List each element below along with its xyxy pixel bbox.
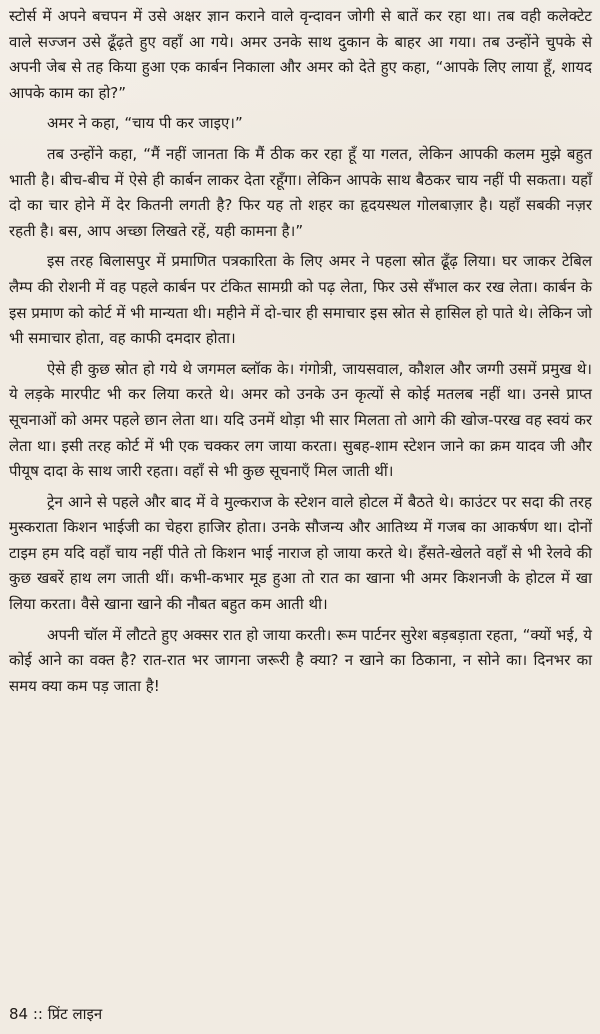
paragraph-1: स्टोर्स में अपने बचपन में उसे अक्षर ज्ञान कराने वाले वृन्दावन जोगी से बातें कर रहा था। तब वही कलेक्टेट वाले सज्जन उसे ढूँढ़ते हुए वहाँ आ गये। अमर उनके साथ दुकान के बाहर आ गया। तब उन्होंने चुपके से अपनी जेब से तह किया हुआ एक कार्बन निकाला और अमर को देते हुए कहा, “आपके लिए लाया हूँ, शायद आपके काम का हो?” — [9, 7, 592, 102]
page-footer: 84 :: प्रिंट लाइन — [9, 1005, 103, 1023]
paragraph-6: ट्रेन आने से पहले और बाद में वे मुल्कराज के स्टेशन वाले होटल में बैठते थे। काउंटर पर सदा की तरह मुस्कराता किशन भाईजी का चेहरा हाजिर होता। उनके सौजन्य और आतिथ्य में गजब का आकर्षण था। दोनों टाइम हम यदि वहाँ चाय नहीं पीते तो किशन भाई नाराज हो जाया करते थे। हँसते-खेलते वहाँ से भी रेलवे की कुछ खबरें हाथ लग जाती थीं। कभी-कभार मूड हुआ तो रात का खाना भी अमर किशनजी के होटल में खा लिया करता। वैसे खाना खाने की नौबत बहुत कम आती थी। — [9, 492, 592, 614]
paragraph-5: ऐसे ही कुछ स्रोत हो गये थे जगमल ब्लॉक के। गंगोत्री, जायसवाल, कौशल और जग्गी उसमें प्रमुख थे। ये लड़के मारपीट भी कर लिया करते थे। अमर को उनके उन कृत्यों से कोई मतलब नहीं था। उनसे प्राप्त सूचनाओं को अमर पहले छान लेता था। यदि उनमें थोड़ा भी सार मिलता तो आगे की खोज-परख वह स्वयं कर लेता था। इसी तरह कोर्ट में भी एक चक्कर लग जाया करता। सुबह-शाम स्टेशन जाने का क्रम यादव जी और पीयूष दादा के साथ जारी रहता। वहाँ से भी कुछ सूचनाएँ मिल जाती थीं। — [9, 359, 592, 481]
paragraph-4: इस तरह बिलासपुर में प्रमाणित पत्रकारिता के लिए अमर ने पहला स्रोत ढूँढ़ लिया। घर जाकर टेबिल लैम्प की रोशनी में वह पहले कार्बन पर टंकित सामग्री को पढ़ लेता, फिर उसे सँभाल कर रख लेता। कार्बन के इस प्रमाण को कोर्ट में भी मान्यता थी। महीने में दो-चार ही समाचार इस स्रोत से हासिल हो पाते थे। लेकिन जो भी समाचार होता, वह काफी दमदार होता। — [9, 252, 592, 348]
paragraph-2: अमर ने कहा, “चाय पी कर जाइए।” — [47, 114, 243, 133]
paragraph-3: तब उन्होंने कहा, “मैं नहीं जानता कि मैं ठीक कर रहा हूँ या गलत, लेकिन आपकी कलम मुझे बहुत भाती है। बीच-बीच में ऐसे ही कार्बन लाकर देता रहूँगा। लेकिन आपके साथ बैठकर चाय नहीं पी सकता। यहाँ दो का चार होने में देर कितनी लगती है? फिर यह तो शहर का हृदयस्थल गोलबाज़ार है। यहाँ सबकी नज़र रहती है। बस, आप अच्छा लिखते रहें, यही कामना है।” — [9, 144, 592, 240]
paragraph-7: अपनी चॉल में लौटते हुए अक्सर रात हो जाया करती। रूम पार्टनर सुरेश बड़बड़ाता रहता, “क्यों भई, ये कोई आने का वक्त है? रात-रात भर जागना जरूरी है क्या? न खाने का ठिकाना, न सोने का। दिनभर का समय क्या कम पड़ जाता है! — [9, 625, 592, 695]
